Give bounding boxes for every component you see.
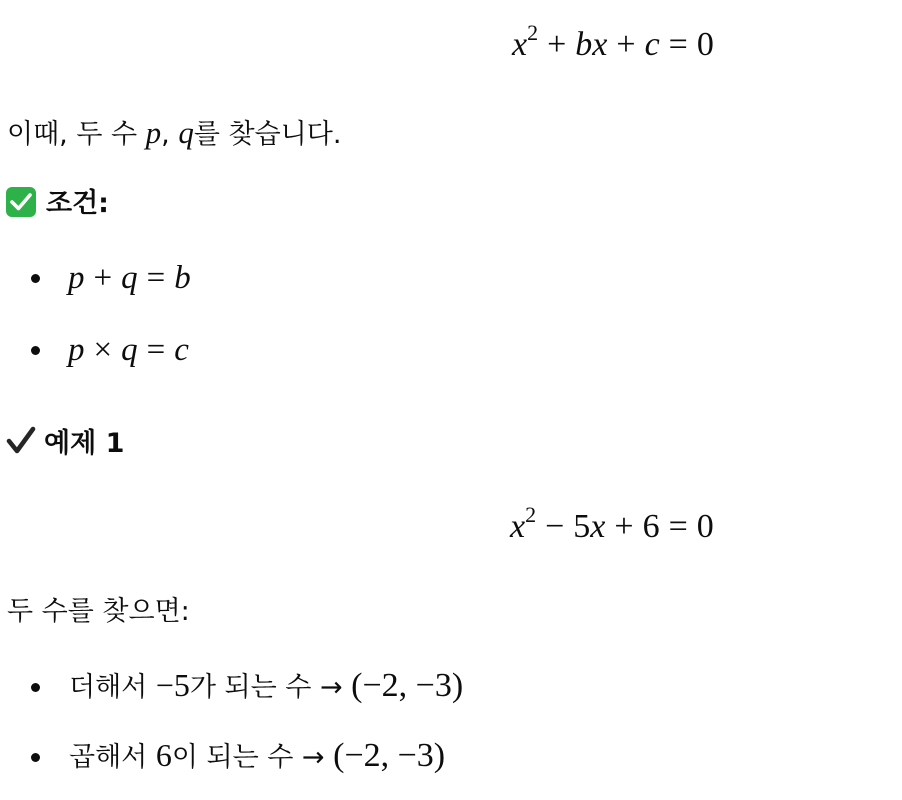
ex-item-value: −5 [155,667,190,703]
general-equation [512,20,714,65]
bullet-dot [31,753,40,762]
ex-item-suffix: 가 되는 수 → [189,672,352,703]
conditions-heading-label: 조건: [46,188,109,219]
cond-equals: = [146,260,166,296]
ex-eq-minus: − [545,508,565,545]
intro-comma: , [161,119,179,150]
ex-eq-rhs: 0 [696,508,714,545]
intro-suffix: 를 찾습니다. [193,119,342,150]
cond-rhs: c [174,332,189,368]
cond-q: q [121,332,138,368]
eq-exponent: 2 [527,20,539,45]
ex-eq-const: 6 [642,508,660,545]
ex-eq-coef: 5 [573,508,591,545]
ex-item-value: 6 [155,737,172,773]
cond-op: + [93,260,113,296]
cond-p: p [68,332,85,368]
cond-p: p [68,260,85,296]
eq-plus: + [547,26,567,63]
eq-equals: = [668,26,688,63]
example-heading [6,426,124,462]
example-item-sum [69,665,463,708]
cond-equals: = [146,332,166,368]
eq-rhs: 0 [696,26,714,63]
bullet-dot [31,683,40,692]
bullet-dot [31,346,40,355]
white-check-mark-icon [6,187,36,217]
eq-plus: + [616,26,636,63]
intro-prefix: 이때, 두 수 [7,119,146,150]
cond-op: × [93,332,113,368]
check-mark-icon [6,426,36,456]
bullet-dot [31,274,40,283]
example-heading-label: 예제 1 [44,428,125,459]
intro-p: p [145,115,162,150]
ex-eq-exponent: 2 [525,502,537,527]
eq-c: c [644,26,660,63]
cond-rhs: b [174,260,191,296]
eq-bx: bx [575,26,608,63]
eq-x: x [512,26,528,63]
find-text: 두 수를 찾으면: [7,596,190,627]
ex-eq-plus: + [614,508,634,545]
ex-eq-x-var: x [590,508,606,545]
cond-q: q [121,260,138,296]
ex-eq-x: x [510,508,526,545]
ex-item-label: 곱해서 [69,742,156,773]
example-equation [510,502,714,547]
intro-sentence [7,115,341,153]
intro-q: q [178,115,194,150]
ex-item-pair: (−2, −3) [351,667,464,704]
conditions-heading [6,186,109,222]
ex-item-suffix: 이 되는 수 → [171,742,334,773]
condition-item-product [68,330,189,370]
condition-item-sum [68,258,191,298]
example-item-product [69,735,445,778]
ex-item-pair: (−2, −3) [333,737,446,774]
ex-eq-equals: = [668,508,688,545]
ex-item-label: 더해서 [69,672,156,703]
